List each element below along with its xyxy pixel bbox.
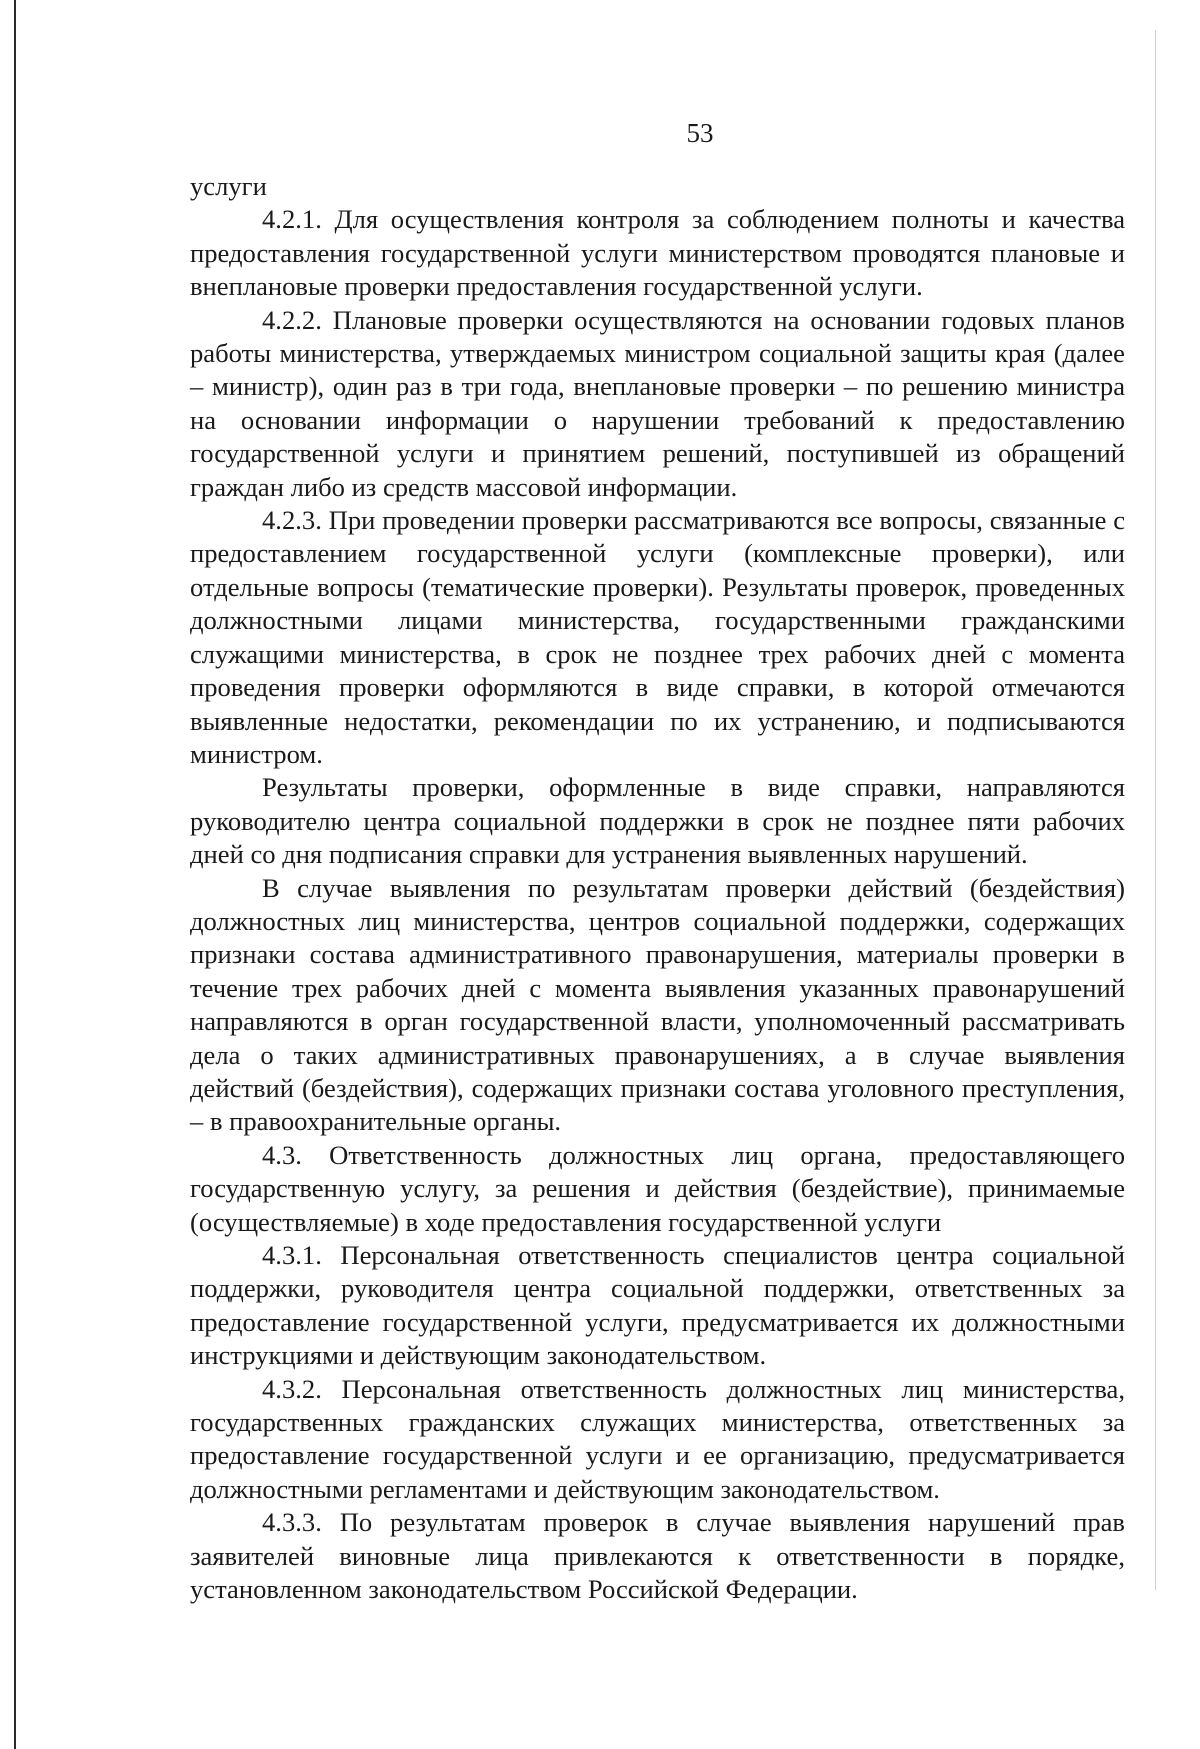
document-body	[190, 170, 1125, 1606]
page-number: 53	[686, 118, 714, 148]
paragraph-4-3-2: 4.3.2. Персональная ответственность должностных лиц министерства, государственных гражданских служащих министерства, ответственных за предоставление государственной услуги и ее организацию, предусматривается должностными регламентами и действующим законодательством.	[190, 1373, 1125, 1504]
paragraph-violations: В случае выявления по результатам проверки действий (бездействия) должностных лиц министерства, центров социальной поддержки, содержащих признаки состава административного правонарушения, материалы проверки в течение трех рабочих дней с момента выявления указанных правонарушений направляются в орган государственной власти, уполномоченный рассматривать дела о таких административных правонарушениях, а в случае выявления действий (бездействия), содержащих признаки состава уголовного преступления, – в правоохранительные органы.	[190, 872, 1125, 1137]
paragraph-4-3-3: 4.3.3. По результатам проверок в случае выявления нарушений прав заявителей виновные лица привлекаются к ответственности в порядке, установленном законодательством Российской Федерации.	[190, 1507, 1125, 1605]
paragraph-continuation: услуги	[190, 171, 267, 201]
paragraph-4-2-1: 4.2.1. Для осуществления контроля за соблюдением полноты и качества предоставления государственной услуги министерством проводятся плановые и внеплановые проверки предоставления государственной услуги.	[190, 204, 1125, 302]
paragraph-4-3-1: 4.3.1. Персональная ответственность специалистов центра социальной поддержки, руководителя центра социальной поддержки, ответственных за предоставление государственной услуги, предусматривается их должностными инструкциями и действующим законодательством.	[190, 1240, 1125, 1371]
paragraph-4-2-3: 4.2.3. При проведении проверки рассматриваются все вопросы, связанные с предоставлением государственной услуги (комплексные проверки), или отдельные вопросы (тематические проверки). Результаты проверок, проведенных должностными лицами министерства, государственными гражданскими служащими министерства, в срок не позднее трех рабочих дней с момента проведения проверки оформляются в виде справки, в которой отмечаются выявленные недостатки, рекомендации по их устранению, и подписываются министром.	[190, 505, 1125, 769]
paragraph-results-sent: Результаты проверки, оформленные в виде справки, направляются руководителю центра социальной поддержки в срок не позднее пяти рабочих дней со дня подписания справки для устранения выявленных нарушений.	[190, 772, 1125, 870]
scan-edge-right	[1155, 30, 1156, 1590]
scan-edge-left	[14, 0, 16, 1749]
paragraph-4-2-2: 4.2.2. Плановые проверки осуществляются на основании годовых планов работы министерства, утверждаемых министром социальной защиты края (далее – министр), один раз в три года, внеплановые проверки – по решению министра на основании информации о нарушении требований к предоставлению государственной услуги и принятием решений, поступившей из обращений граждан либо из средств массовой информации.	[190, 304, 1125, 502]
paragraph-4-3: 4.3. Ответственность должностных лиц органа, предоставляющего государственную услугу, за решения и действия (бездействие), принимаемые (осуществляемые) в ходе предоставления государственной услуги	[190, 1139, 1125, 1237]
